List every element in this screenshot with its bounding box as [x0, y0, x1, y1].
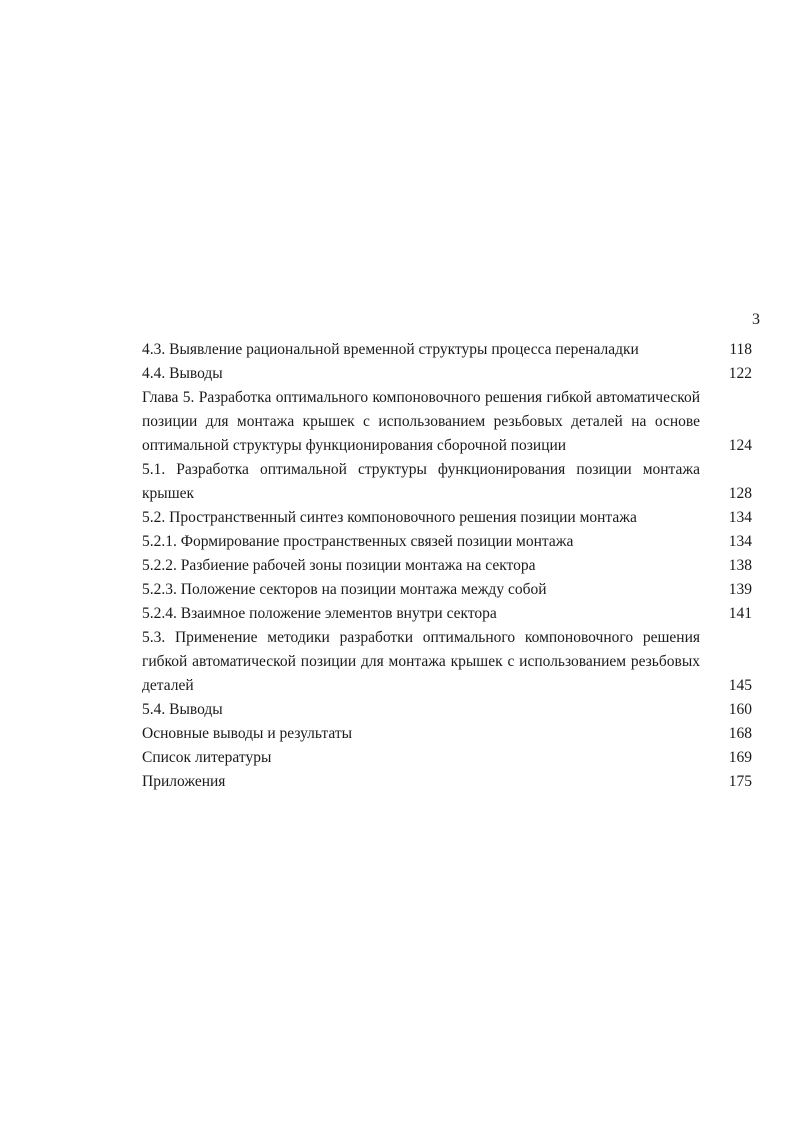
- table-of-contents: [142, 338, 752, 794]
- toc-entry-title: Приложения: [142, 773, 226, 790]
- toc-entry: [142, 362, 752, 386]
- toc-entry-page: 145: [728, 677, 752, 694]
- toc-entry-page: 175: [728, 773, 752, 790]
- toc-entry-page: 124: [728, 437, 752, 454]
- toc-entry-title: 5.1. Разработка оптимальной структуры функционирования позиции монтажа крышек: [142, 461, 700, 502]
- toc-entry-title: Основные выводы и результаты: [142, 725, 353, 742]
- toc-entry: [142, 722, 752, 746]
- toc-entry-page: 128: [728, 485, 752, 502]
- page-number: 3: [752, 311, 760, 328]
- toc-entry-page: 168: [728, 725, 752, 742]
- toc-entry-page: 139: [728, 581, 752, 598]
- toc-entry: [142, 458, 752, 506]
- toc-entry-title: 4.3. Выявление рациональной временной структуры процесса переналадки: [142, 341, 639, 358]
- toc-entry-title: 5.2.1. Формирование пространственных связей позиции монтажа: [142, 533, 574, 550]
- toc-entry-page: 134: [728, 533, 752, 550]
- toc-entry: [142, 338, 752, 362]
- toc-entry: [142, 554, 752, 578]
- toc-entry: [142, 506, 752, 530]
- toc-entry: [142, 698, 752, 722]
- toc-entry: [142, 578, 752, 602]
- toc-entry-page: 122: [728, 365, 752, 382]
- toc-entry-title: 5.3. Применение методики разработки оптимального компоновочного решения гибкой автоматической позиции для монтажа крышек с использованием резьбовых деталей: [142, 629, 700, 694]
- toc-entry-page: 169: [728, 749, 752, 766]
- toc-entry: [142, 626, 752, 698]
- toc-entry-title: 5.2.4. Взаимное положение элементов внутри сектора: [142, 605, 497, 622]
- toc-entry-title: Список литературы: [142, 749, 272, 766]
- toc-entry-page: 118: [729, 341, 752, 358]
- toc-entry-title: 5.4. Выводы: [142, 701, 223, 718]
- toc-entry-page: 141: [728, 605, 752, 622]
- toc-entry-title: 4.4. Выводы: [142, 365, 223, 382]
- toc-entry-title: 5.2.2. Разбиение рабочей зоны позиции монтажа на сектора: [142, 557, 536, 574]
- toc-entry-title: 5.2. Пространственный синтез компоновочного решения позиции монтажа: [142, 509, 637, 526]
- toc-entry-title: Глава 5. Разработка оптимального компоновочного решения гибкой автоматической позиции для монтажа крышек с использованием резьбовых деталей на основе оптимальной структуры функционирования сборочной позиции: [142, 389, 700, 454]
- toc-entry: [142, 770, 752, 794]
- toc-entry-title: 5.2.3. Положение секторов на позиции монтажа между собой: [142, 581, 547, 598]
- toc-entry: [142, 386, 752, 458]
- toc-entry: [142, 746, 752, 770]
- toc-entry-page: 134: [728, 509, 752, 526]
- toc-entry: [142, 602, 752, 626]
- toc-entry: [142, 530, 752, 554]
- toc-entry-page: 138: [728, 557, 752, 574]
- toc-entry-page: 160: [728, 701, 752, 718]
